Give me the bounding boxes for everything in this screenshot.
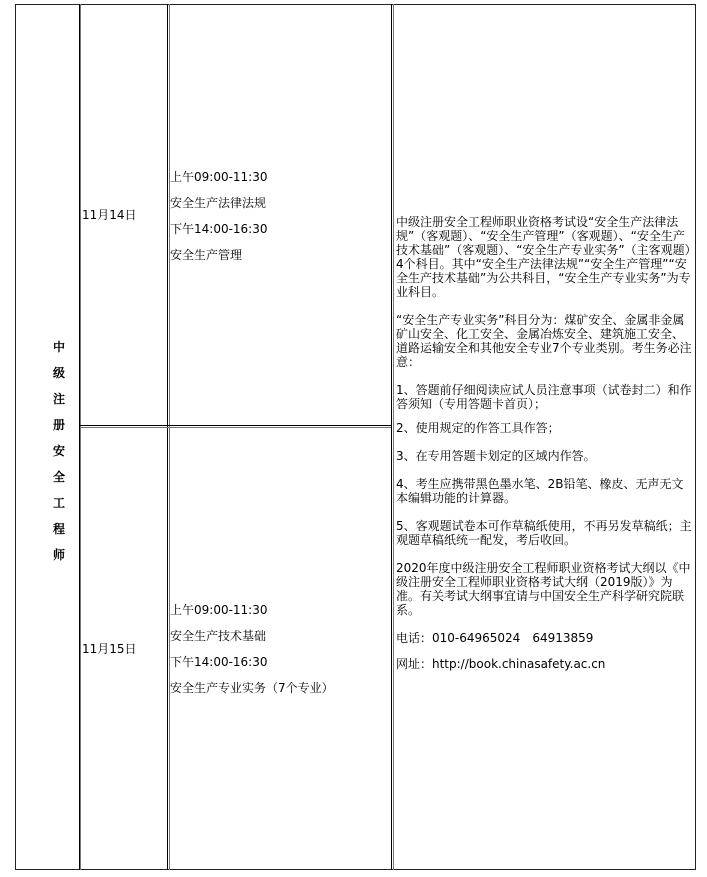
session-subject: 安全生产专业实务（7个专业） — [170, 681, 334, 695]
notes-syllabus: 2020年度中级注册安全工程师职业资格考试大纲以《中级注册安全工程师职业资格考试大纲（2019版）》为准。有关考试大纲事宜请与中国安全生产科学研究院联系。 — [396, 561, 691, 617]
table-border-bottom — [15, 869, 696, 870]
notes-intro: 中级注册安全工程师职业资格考试设“安全生产法律法规”（客观题）、“安全生产管理”（客观题）、“安全生产技术基础”（客观题）、“安全生产专业实务”（主客观题）4个科目。其中“安全生产法律法规”“安全生产管理”“安全生产技术基础”为公共科目，“安全生产专业实务”为专业科目。 — [396, 215, 691, 299]
section-title-char: 册 — [52, 418, 65, 432]
col-divider-3 — [167, 4, 168, 870]
exam-notes — [396, 215, 692, 683]
section-title-char: 注 — [52, 392, 65, 406]
exam-sessions — [170, 603, 334, 707]
col-divider-6 — [393, 4, 394, 870]
col-divider-4 — [169, 4, 170, 870]
session-subject: 安全生产技术基础 — [170, 629, 267, 643]
col-divider-5 — [391, 4, 392, 870]
notes-item: 1、答题前仔细阅读应试人员注意事项（试卷封二）和作答须知（专用答题卡首页）； — [396, 383, 692, 411]
notes-item: 3、在专用答题卡划定的区域内作答。 — [396, 449, 596, 463]
notes-item: 5、客观题试卷本可作草稿纸使用，不再另发草稿纸；主观题草稿纸统一配发，考后收回。 — [396, 519, 692, 547]
section-title-char: 程 — [52, 522, 65, 536]
session-subject: 安全生产法律法规 — [170, 196, 267, 210]
session-time: 上午09:00-11:30 — [170, 170, 268, 184]
section-title — [52, 340, 66, 574]
table-border-top — [15, 4, 696, 5]
section-title-char: 中 — [52, 340, 65, 354]
row-divider-inner — [80, 427, 391, 428]
session-time: 上午09:00-11:30 — [170, 603, 268, 617]
section-title-char: 工 — [52, 496, 65, 510]
notes-phone: 电话：010-64965024 64913859 — [396, 631, 594, 645]
section-title-char: 级 — [52, 366, 65, 380]
exam-sessions — [170, 170, 268, 274]
notes-categories: “安全生产专业实务”科目分为：煤矿安全、金属非金属矿山安全、化工安全、金属冶炼安全、建筑施工安全、道路运输安全和其他安全专业7个专业类别。考生务必注意： — [396, 313, 692, 369]
table-border-left — [15, 4, 16, 870]
section-title-char: 全 — [52, 470, 65, 484]
exam-date: 11月14日 — [82, 208, 137, 222]
notes-website: 网址：http://book.chinasafety.ac.cn — [396, 657, 606, 671]
col-divider-2 — [80, 4, 81, 870]
session-subject: 安全生产管理 — [170, 248, 243, 262]
row-divider — [80, 425, 391, 426]
exam-date: 11月15日 — [82, 642, 137, 656]
section-title-char: 安 — [52, 444, 65, 458]
notes-item: 2、使用规定的作答工具作答； — [396, 421, 560, 435]
session-time: 下午14:00-16:30 — [170, 655, 268, 669]
session-time: 下午14:00-16:30 — [170, 222, 268, 236]
notes-item: 4、考生应携带黑色墨水笔、2B铅笔、橡皮、无声无文本编辑功能的计算器。 — [396, 477, 684, 505]
section-title-char: 师 — [52, 548, 65, 562]
table-border-right — [695, 4, 696, 870]
